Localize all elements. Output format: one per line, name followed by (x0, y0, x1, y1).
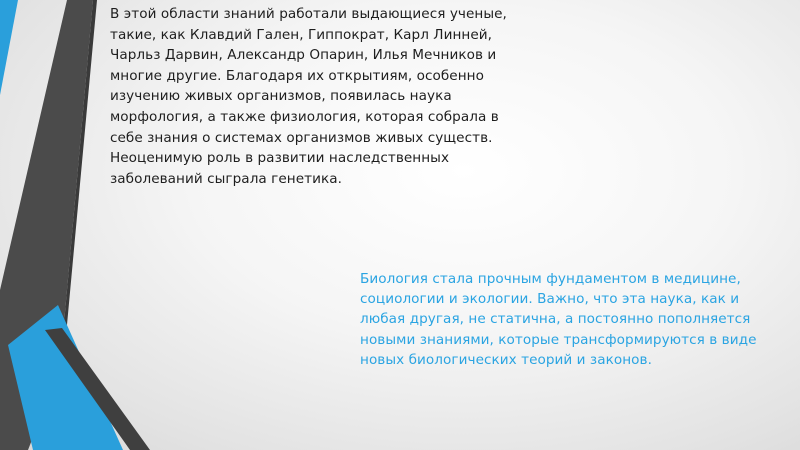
main-paragraph: В этой области знаний работали выдающиеся ученые, такие, как Клавдий Гален, Гиппократ, Карл Линней, Чарльз Дарвин, Александр Опарин, Илья Мечников и многие другие. Благодаря их открытиям, особенно изучению живых организмов, появилась наука морфология, а также физиология, которая собрала в себе знания о системах организмов живых существ. Неоценимую роль в развитии наследственных заболеваний сыграла генетика. (110, 6, 507, 187)
upper-blue-stripe-shape (0, 0, 18, 95)
highlight-paragraph: Биология стала прочным фундаментом в медицине, социологии и экологии. Важно, что эта наука, как и любая другая, не статична, а постоянно пополняется новыми знаниями, которые трансформируются в виде новых биологических теорий и законов. (360, 271, 757, 368)
